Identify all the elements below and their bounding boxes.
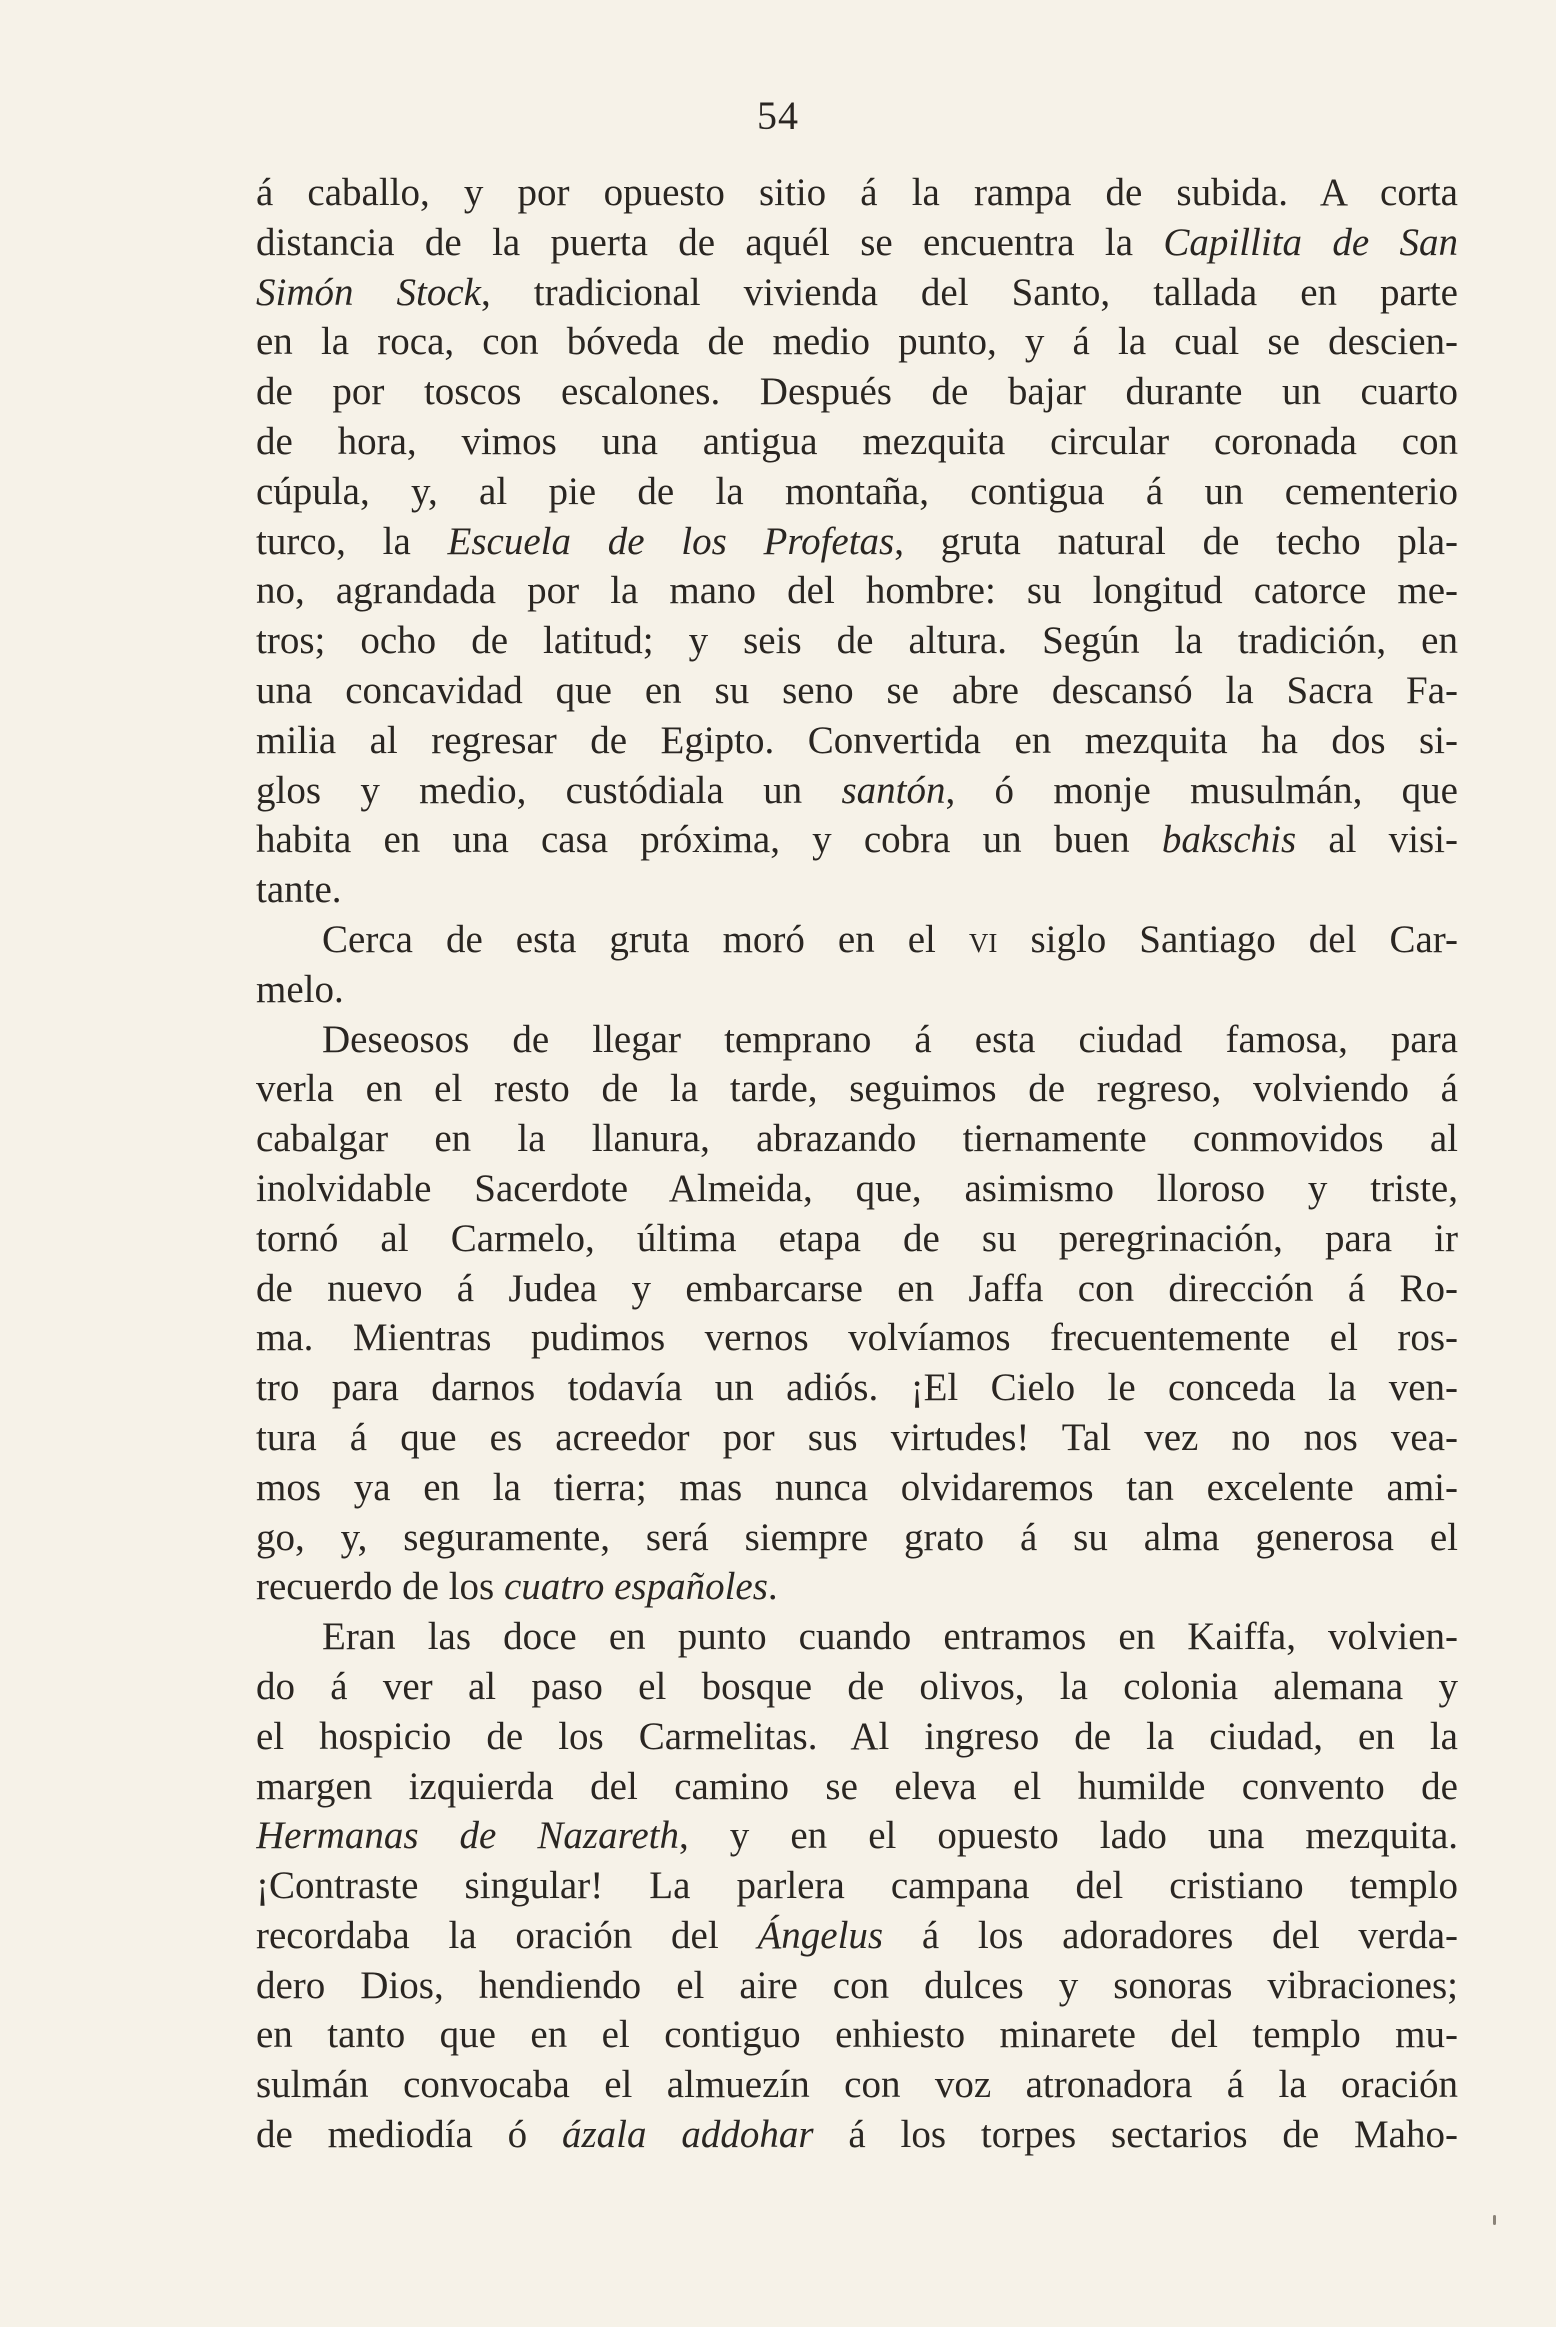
text-run: ¡Contraste singular! La parlera campana del cristiano templo: [256, 1864, 1458, 1908]
text-run: glos y medio, custódiala un: [256, 768, 842, 812]
text-run: cabalgar en la llanura, abrazando tiernamente conmovidos al: [256, 1117, 1458, 1161]
text-line: [256, 666, 1458, 716]
text-run: , tradicional vivienda del Santo, tallada en parte: [481, 270, 1458, 314]
text-line: [256, 1064, 1458, 1114]
text-run: go, y, seguramente, será siempre grato á su alma generosa el: [256, 1515, 1458, 1559]
text-run: de nuevo á Judea y embarcarse en Jaffa con dirección á Ro-: [256, 1266, 1458, 1310]
body-text: [256, 168, 1458, 2160]
text-run: margen izquierda del camino se eleva el humilde convento de: [256, 1764, 1458, 1808]
text-line: [256, 915, 1458, 965]
text-line: [256, 1264, 1458, 1314]
italic-phrase: cuatro españoles: [503, 1565, 768, 1609]
text-run: cúpula, y, al pie de la montaña, contigua á un cementerio: [256, 469, 1458, 513]
text-run: recuerdo de los: [256, 1565, 504, 1609]
text-run: de mediodía ó: [256, 2113, 562, 2157]
text-run: Eran las doce en punto cuando entramos en Kaiffa, volvien-: [322, 1615, 1458, 1659]
text-run: verla en el resto de la tarde, seguimos de regreso, volviendo á: [256, 1067, 1458, 1111]
text-line: [256, 1413, 1458, 1463]
text-line: [256, 168, 1458, 218]
text-line: [256, 1463, 1458, 1513]
text-line: [256, 1712, 1458, 1762]
text-line: [256, 467, 1458, 517]
text-run: siglo Santiago del Car-: [997, 917, 1458, 961]
text-run: ma. Mientras pudimos vernos volvíamos frecuentemente el ros-: [256, 1316, 1458, 1360]
text-line: [256, 2060, 1458, 2110]
text-run: en tanto que en el contiguo enhiesto minarete del templo mu-: [256, 2013, 1458, 2057]
italic-phrase: Ángelus: [757, 1913, 884, 1957]
text-line: [256, 1363, 1458, 1413]
text-line: [256, 218, 1458, 268]
text-line: [256, 1961, 1458, 2011]
text-line: [256, 1911, 1458, 1961]
text-run: el hospicio de los Carmelitas. Al ingreso de la ciudad, en la: [256, 1714, 1458, 1758]
text-run: en la roca, con bóveda de medio punto, y á la cual se descien-: [256, 320, 1458, 364]
text-line: [256, 1662, 1458, 1712]
text-run: tura á que es acreedor por sus virtudes! Tal vez no nos vea-: [256, 1415, 1458, 1459]
text-run: inolvidable Sacerdote Almeida, que, asimismo lloroso y triste,: [256, 1166, 1458, 1210]
italic-phrase: Hermanas de Nazareth: [256, 1814, 679, 1858]
italic-phrase: Escuela de los Profetas: [447, 519, 895, 563]
text-run: dero Dios, hendiendo el aire con dulces y sonoras vibraciones;: [256, 1963, 1458, 2007]
text-run: á los torpes sectarios de Maho-: [813, 2113, 1458, 2157]
text-run: do á ver al paso el bosque de olivos, la colonia alemana y: [256, 1664, 1458, 1708]
text-line: [256, 1762, 1458, 1812]
text-line: [256, 566, 1458, 616]
text-line: [256, 1164, 1458, 1214]
text-line: [256, 417, 1458, 467]
text-line: [256, 2010, 1458, 2060]
text-line: [256, 268, 1458, 318]
italic-phrase: santón: [841, 768, 946, 812]
text-run: distancia de la puerta de aquél se encuentra la: [256, 220, 1164, 264]
text-run: melo.: [256, 967, 344, 1011]
text-line: [256, 1313, 1458, 1363]
text-line: [256, 616, 1458, 666]
italic-phrase: ázala addohar: [561, 2113, 814, 2157]
text-line: [256, 1562, 1458, 1612]
text-run: , gruta natural de techo pla-: [894, 519, 1458, 563]
text-line: [256, 1861, 1458, 1911]
text-run: tros; ocho de latitud; y seis de altura. Según la tradición, en: [256, 619, 1458, 663]
text-run: de hora, vimos una antigua mezquita circular coronada con: [256, 419, 1458, 463]
text-run: tornó al Carmelo, última etapa de su peregrinación, para ir: [256, 1216, 1458, 1260]
text-run: milia al regresar de Egipto. Convertida en mezquita ha dos si-: [256, 718, 1458, 762]
text-run: una concavidad que en su seno se abre descansó la Sacra Fa-: [256, 668, 1458, 712]
text-run: tante.: [256, 868, 342, 912]
text-run: , ó monje musulmán, que: [945, 768, 1458, 812]
text-run: vi: [968, 917, 998, 961]
text-run: , y en el opuesto lado una mezquita.: [678, 1814, 1458, 1858]
text-run: al visi-: [1296, 818, 1458, 862]
text-line: [256, 1114, 1458, 1164]
text-line: [256, 1612, 1458, 1662]
text-line: [256, 2110, 1458, 2160]
italic-phrase: bakschis: [1161, 818, 1297, 862]
text-line: [256, 766, 1458, 816]
page-number: 54: [757, 93, 799, 138]
text-run: Deseosos de llegar temprano á esta ciudad famosa, para: [322, 1017, 1458, 1061]
text-line: [256, 1015, 1458, 1065]
text-line: [256, 865, 1458, 915]
text-line: [256, 1513, 1458, 1563]
text-line: [256, 517, 1458, 567]
text-run: habita en una casa próxima, y cobra un buen: [256, 818, 1162, 862]
text-line: [256, 1811, 1458, 1861]
text-run: sulmán convocaba el almuezín con voz atronadora á la oración: [256, 2063, 1458, 2107]
text-run: á caballo, y por opuesto sitio á la rampa de subida. A corta: [256, 171, 1458, 214]
paper-speck: [1493, 2215, 1496, 2225]
text-line: [256, 965, 1458, 1015]
text-run: de por toscos escalones. Después de bajar durante un cuarto: [256, 370, 1458, 414]
text-run: turco, la: [256, 519, 448, 563]
text-run: tro para darnos todavía un adiós. ¡El Cielo le conceda la ven-: [256, 1366, 1458, 1410]
italic-phrase: Simón Stock: [256, 270, 481, 314]
text-run: Cerca de esta gruta moró en el: [322, 917, 969, 961]
text-run: recordaba la oración del: [256, 1913, 758, 1957]
text-run: no, agrandada por la mano del hombre: su longitud catorce me-: [256, 569, 1458, 613]
text-line: [256, 1214, 1458, 1264]
text-line: [256, 815, 1458, 865]
italic-phrase: Capillita de San: [1163, 220, 1458, 264]
text-line: [256, 317, 1458, 367]
text-run: mos ya en la tierra; mas nunca olvidaremos tan excelente ami-: [256, 1465, 1458, 1509]
text-line: [256, 367, 1458, 417]
text-line: [256, 716, 1458, 766]
text-run: á los adoradores del verda-: [883, 1913, 1458, 1957]
text-run: .: [767, 1565, 778, 1609]
